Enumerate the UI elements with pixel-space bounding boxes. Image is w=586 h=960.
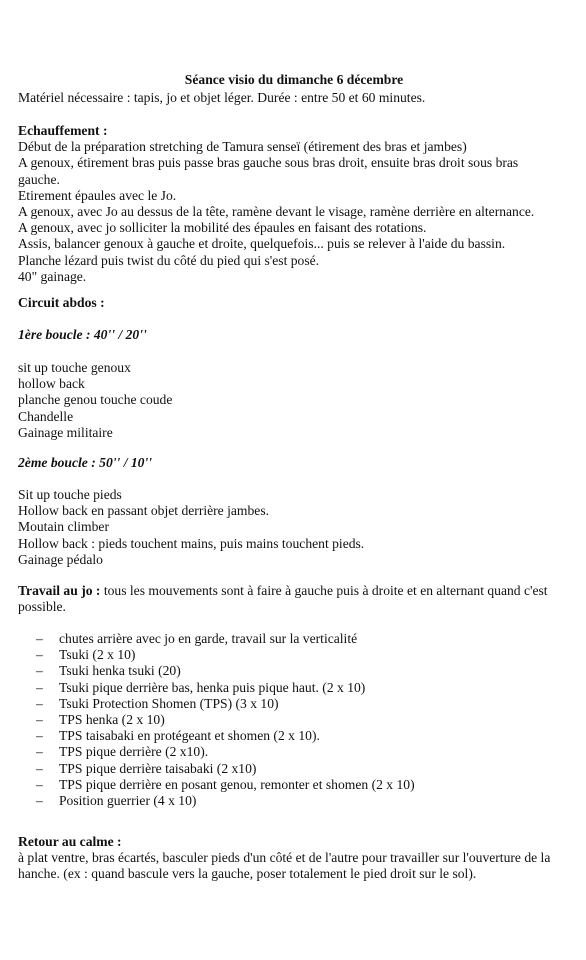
jo-intro-line	[18, 583, 570, 599]
list-item-text: TPS pique derrière (2 x10).	[59, 744, 209, 760]
abs-heading-block	[18, 295, 570, 311]
dash-bullet-icon: –	[36, 744, 43, 760]
list-item	[18, 696, 570, 712]
warmup-line: Etirement épaules avec le Jo.	[18, 187, 177, 203]
list-item-text: TPS taisabaki en protégeant et shomen (2 x 10).	[59, 728, 320, 744]
warmup-line: Assis, balancer genoux à gauche et droite, quelquefois... puis se relever à l'aide du bassin.	[18, 236, 506, 252]
list-item	[18, 680, 570, 696]
warmup-line: Début de la préparation stretching de Tamura senseï (étirement des bras et jambes)	[18, 139, 467, 155]
warmup-line: 40" gainage.	[18, 268, 87, 284]
cooldown-section	[18, 834, 570, 883]
list-item-text: TPS henka (2 x 10)	[59, 712, 165, 728]
list-item-text: Tsuki Protection Shomen (TPS) (3 x 10)	[59, 695, 279, 711]
dash-bullet-icon: –	[36, 695, 43, 711]
list-item: Moutain climber	[18, 519, 109, 535]
list-item	[18, 728, 570, 744]
abs-heading: Circuit abdos :	[18, 295, 105, 310]
jo-intro-line-2: possible.	[18, 599, 66, 615]
list-item-text: Tsuki (2 x 10)	[59, 647, 136, 663]
dash-bullet-icon: –	[36, 663, 43, 679]
list-item: Hollow back en passant objet derrière jambes.	[18, 503, 270, 519]
loop1-heading-block	[18, 327, 570, 343]
list-item	[18, 793, 570, 809]
cooldown-line: hanche. (ex : quand bascule vers la gauche, poser totalement le pied droit sur le sol).	[18, 866, 477, 882]
cooldown-line: à plat ventre, bras écartés, basculer pieds d'un côté et de l'autre pour travailler sur l'ouverture de la	[18, 850, 551, 866]
dash-bullet-icon: –	[36, 679, 43, 695]
list-item: planche genou touche coude	[18, 392, 173, 408]
loop1-list	[18, 360, 570, 441]
warmup-line: A genoux, avec jo solliciter la mobilité des épaules en faisant des rotations.	[18, 220, 427, 236]
list-item	[18, 663, 570, 679]
dash-bullet-icon: –	[36, 728, 43, 744]
list-item-text: TPS pique derrière en posant genou, remonter et shomen (2 x 10)	[59, 776, 415, 792]
list-item	[18, 647, 570, 663]
warmup-line: Planche lézard puis twist du côté du pied qui s'est posé.	[18, 252, 320, 268]
warmup-heading: Echauffement :	[18, 123, 108, 138]
dash-bullet-icon: –	[36, 760, 43, 776]
list-item: hollow back	[18, 376, 85, 392]
dash-bullet-icon: –	[36, 793, 43, 809]
list-item: Hollow back : pieds touchent mains, puis mains touchent pieds.	[18, 535, 365, 551]
dash-bullet-icon: –	[36, 647, 43, 663]
warmup-line: A genoux, étirement bras puis passe bras gauche sous bras droit, ensuite bras droit sous bras	[18, 155, 519, 171]
list-item: Gainage militaire	[18, 424, 113, 440]
list-item-text: TPS pique derrière taisabaki (2 x10)	[59, 760, 257, 776]
jo-section-intro	[18, 583, 570, 615]
list-item: Sit up touche pieds	[18, 487, 122, 502]
dash-bullet-icon: –	[36, 712, 43, 728]
loop1-heading: 1ère boucle : 40'' / 20''	[18, 327, 147, 342]
list-item-text: Position guerrier (4 x 10)	[59, 793, 197, 809]
jo-list	[18, 631, 570, 809]
warmup-line: gauche.	[18, 171, 60, 187]
equipment-text: Matériel nécessaire : tapis, jo et objet léger. Durée : entre 50 et 60 minutes.	[18, 90, 426, 105]
cooldown-heading: Retour au calme :	[18, 834, 122, 849]
list-item	[18, 712, 570, 728]
list-item	[18, 777, 570, 793]
list-item: Gainage pédalo	[18, 551, 103, 567]
jo-heading: Travail au jo :	[18, 583, 101, 598]
dash-bullet-icon: –	[36, 776, 43, 792]
list-item	[18, 761, 570, 777]
list-item-text: chutes arrière avec jo en garde, travail sur la verticalité	[59, 631, 358, 646]
list-item-text: Tsuki henka tsuki (20)	[59, 663, 181, 679]
jo-intro-text: tous les mouvements sont à faire à gauche puis à droite et en alternant quand c'est	[100, 583, 548, 598]
loop2-list	[18, 487, 570, 568]
list-item: sit up touche genoux	[18, 360, 131, 375]
list-item-text: Tsuki pique derrière bas, henka puis pique haut. (2 x 10)	[59, 679, 366, 695]
equipment-paragraph	[18, 90, 570, 106]
list-item: Chandelle	[18, 408, 74, 424]
dash-bullet-icon: –	[36, 631, 43, 646]
loop2-heading: 2ème boucle : 50'' / 10''	[18, 455, 153, 470]
page-title: Séance visio du dimanche 6 décembre	[184, 71, 404, 87]
list-item	[18, 631, 570, 647]
warmup-line: A genoux, avec Jo au dessus de la tête, ramène devant le visage, ramène derrière en alternance.	[18, 204, 535, 220]
loop2-heading-block	[18, 455, 570, 471]
list-item	[18, 744, 570, 760]
warmup-section	[18, 123, 570, 285]
